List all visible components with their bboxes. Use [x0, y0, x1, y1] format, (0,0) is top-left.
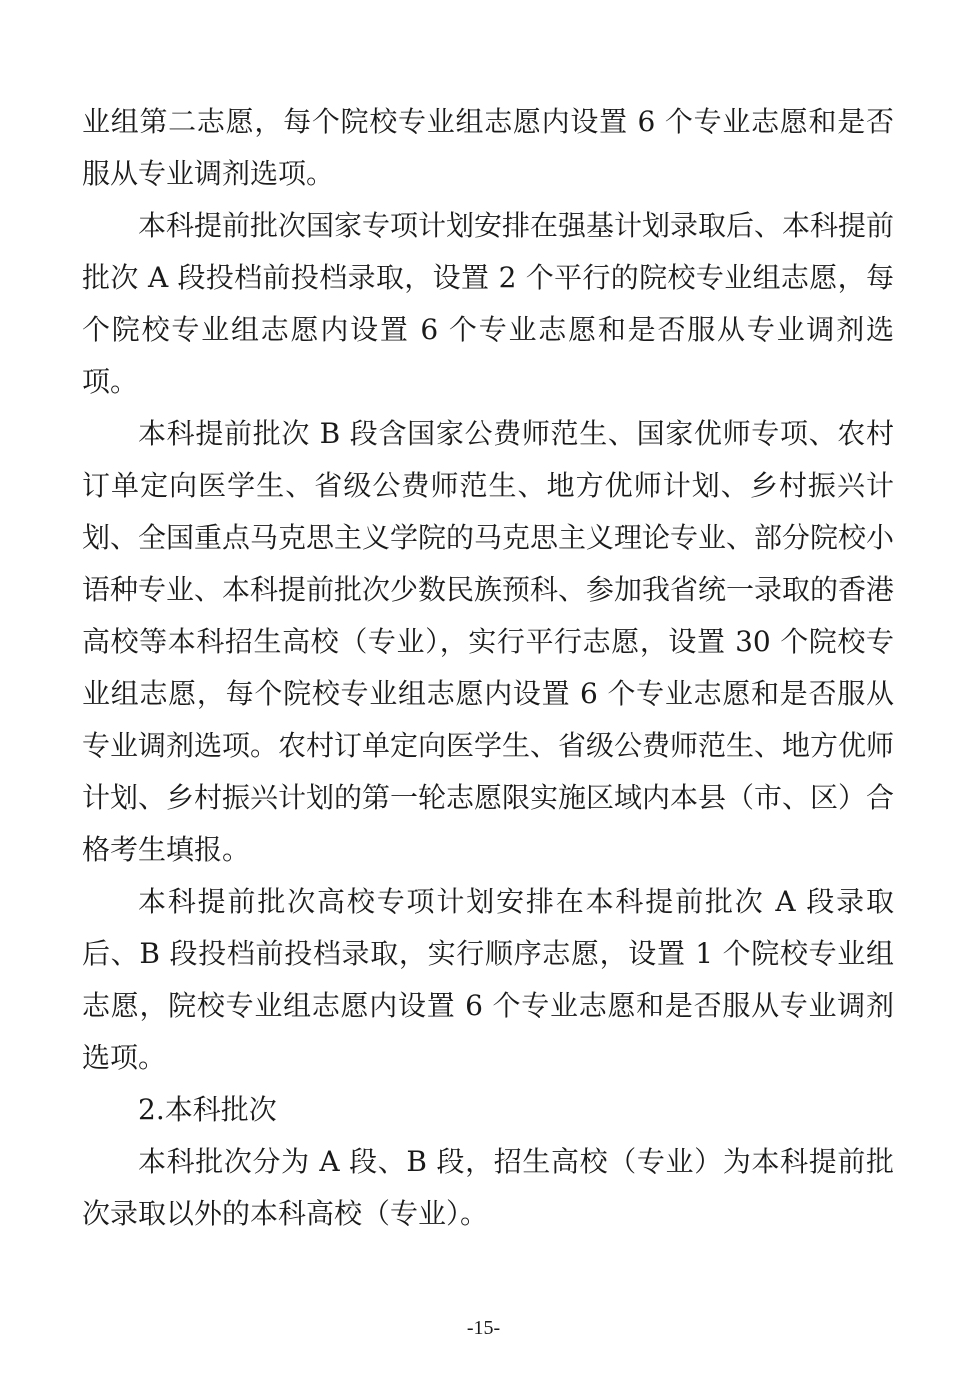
document-body — [82, 96, 894, 1240]
paragraph-national-special-plan: 本科提前批次国家专项计划安排在强基计划录取后、本科提前批次 A 段投档前投档录取，设置 2 个平行的院校专业组志愿，每个院校专业组志愿内设置 6 个专业志愿和是否服从专业调剂选项。 — [82, 209, 895, 398]
paragraph-university-special-plan: 本科提前批次高校专项计划安排在本科提前批次 A 段录取后、B 段投档前投档录取，实行顺序志愿，设置 1 个院校专业组志愿，院校专业组志愿内设置 6 个专业志愿和是否服从专业调剂选项。 — [82, 885, 894, 1074]
section-heading: 2.本科批次 — [138, 1093, 277, 1126]
paragraph-continuation: 业组第二志愿，每个院校专业组志愿内设置 6 个专业志愿和是否服从专业调剂选项。 — [82, 105, 894, 190]
paragraph-undergraduate-batch: 本科批次分为 A 段、B 段，招生高校（专业）为本科提前批次录取以外的本科高校（专业）。 — [82, 1145, 894, 1230]
paragraph-segment-b: 本科提前批次 B 段含国家公费师范生、国家优师专项、农村订单定向医学生、省级公费师范生、地方优师计划、乡村振兴计划、全国重点马克思主义学院的马克思主义理论专业、部分院校小语种专业、本科提前批次少数民族预科、参加我省统一录取的香港高校等本科招生高校（专业），实行平行志愿，设置 30 个院校专业组志愿，每个院校专业组志愿内设置 6 个专业志愿和是否服从专业调剂选项。农村订单定向医学生、省级公费师范生、地方优师计划、乡村振兴计划的第一轮志愿限实施区域内本县（市、区）合格考生填报。 — [82, 417, 895, 866]
page-number: -15- — [466, 1317, 501, 1339]
